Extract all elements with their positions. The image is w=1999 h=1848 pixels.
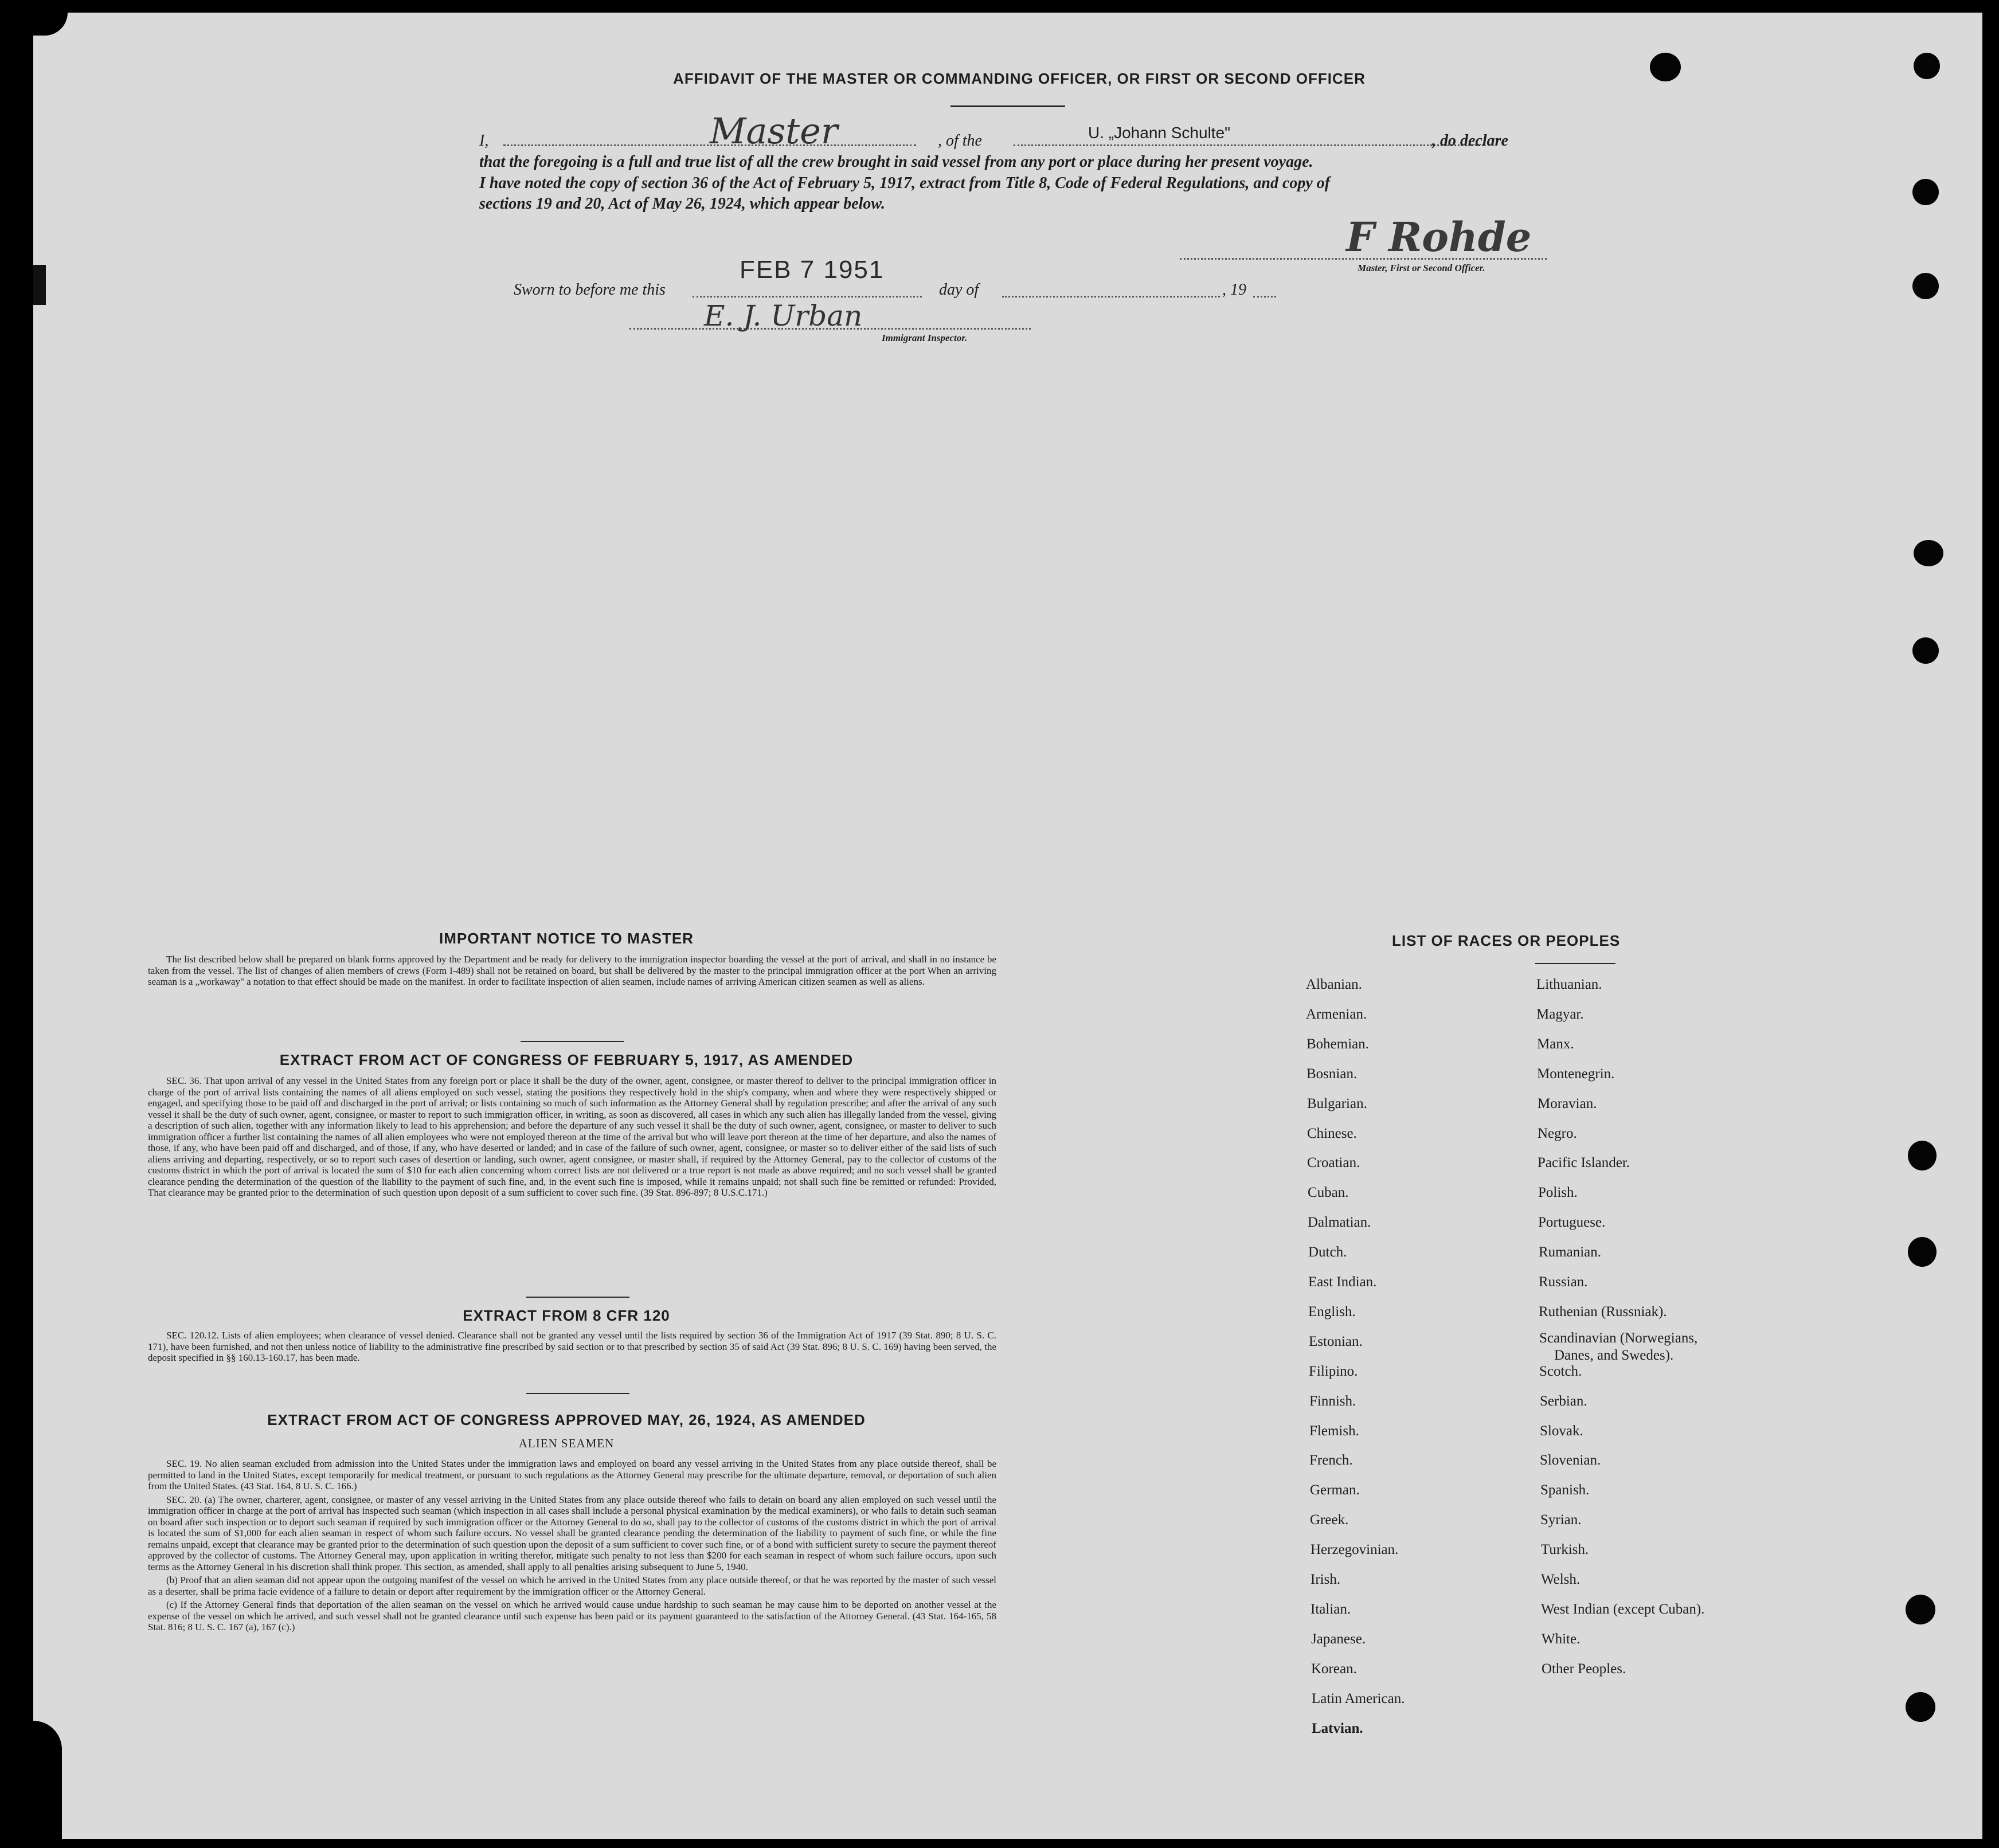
section-19-paragraph: SEC. 19. No alien seaman excluded from admission into the United States under the immigration laws and employed on board any vessel arriving in the United States from any place outside thereof, shall be permitted to land in the United States, except temporarily for medical treatment, or pursuant to such regulations as the Attorney General may prescribe for the ultimate departure, removal, or deportation of such alien from the United States. (43 Stat. 164, 8 U. S. C. 166.)	[148, 1458, 996, 1491]
race-list-item: Irish.	[1311, 1572, 1341, 1587]
race-list-item: Polish.	[1538, 1185, 1578, 1200]
punch-hole	[1914, 53, 1940, 79]
race-list-item: Cuban.	[1308, 1185, 1349, 1200]
punch-hole	[1912, 273, 1939, 299]
race-list-item: Slovenian.	[1540, 1452, 1601, 1468]
race-list-item: Portuguese.	[1538, 1215, 1606, 1230]
race-list-item: Russian.	[1539, 1274, 1588, 1290]
punch-hole	[1908, 1141, 1937, 1170]
declaration-line-2: that the foregoing is a full and true list of all the crew brought in said vessel from any port or place during her present voyage.	[479, 153, 1313, 171]
extract-1917-body	[148, 1075, 996, 1201]
do-declare-label: , do declare	[1432, 132, 1508, 150]
race-list-item: Armenian.	[1306, 1007, 1367, 1022]
race-list-item: Latin American.	[1312, 1691, 1405, 1706]
race-list-item: Greek.	[1310, 1512, 1349, 1528]
race-list-item: Pacific Islander.	[1538, 1155, 1630, 1170]
handwritten-rank: Master	[710, 110, 838, 152]
notice-paragraph: The list described below shall be prepared on blank forms approved by the Department and be ready for delivery to the immigration inspector boarding the vessel at the port of arrival, and shall in no instance be taken from the vessel. The list of changes of alien members of crews (Form I-489) shall not be retained on board, but shall be delivered by the master to the principal immigration officer at the port When an arriving seaman is a „workaway" a notation to that effect should be made on the manifest. In order to facilitate inspection of alien seamen, include names of arriving American citizen seamen as well as aliens.	[148, 954, 996, 987]
race-list-item: German.	[1310, 1482, 1360, 1498]
section-divider	[521, 1041, 624, 1042]
extract-cfr-body	[148, 1330, 996, 1366]
notice-title: IMPORTANT NOTICE TO MASTER	[439, 930, 694, 947]
vessel-line	[1014, 144, 1484, 146]
race-list-item: Flemish.	[1309, 1423, 1359, 1439]
inspector-signature: E. J. Urban	[704, 299, 863, 332]
day-of-label: day of	[939, 281, 979, 299]
race-list-item: Herzegovinian.	[1311, 1542, 1399, 1557]
title-underline	[950, 105, 1065, 107]
punch-hole	[1650, 53, 1681, 81]
alien-seamen-subtitle: ALIEN SEAMEN	[518, 1436, 615, 1450]
race-list-item: White.	[1542, 1631, 1581, 1647]
race-list-item: Spanish.	[1540, 1482, 1590, 1498]
race-list-item: Negro.	[1538, 1126, 1577, 1141]
race-list-item: Magyar.	[1536, 1007, 1584, 1022]
race-list-item: Moravian.	[1538, 1096, 1597, 1111]
of-the-label: , of the	[938, 132, 982, 150]
race-list-item: Welsh.	[1541, 1572, 1581, 1587]
section-divider	[526, 1297, 629, 1298]
race-list-item: Japanese.	[1311, 1631, 1366, 1647]
race-list-item: Turkish.	[1541, 1542, 1589, 1557]
signature-caption: Master, First or Second Officer.	[1358, 263, 1485, 273]
race-list-item: Albanian.	[1306, 977, 1362, 992]
punch-hole	[1912, 637, 1939, 664]
race-list-item: Ruthenian (Russniak).	[1539, 1304, 1667, 1320]
race-list-item: Croatian.	[1307, 1155, 1360, 1170]
race-list-item: Bohemian.	[1306, 1036, 1370, 1052]
section-20a-paragraph: SEC. 20. (a) The owner, charterer, agent, consignee, or master of any vessel arriving in the United States from any place outside thereof who fails to detain on board any alien employed on such vessel until the immigration officer in charge at the port of arrival has inspected such seaman (which inspection in all cases shall include a personal physical examination by the medical examiners), or who fails to detain such seaman on board after such inspection or to deport such seaman if required by such immigration officer or the Attorney General to do so, shall pay to the collector of customs of the customs district in which the port of arrival is located the sum of $1,000 for each alien seaman in respect of whom such failure occurs. No vessel shall be granted clearance pending the determination of the liability to payment of such fine, or while the fine remains unpaid, except that clearance may be granted prior to the determination of such question upon the deposit of a sum sufficient to cover such fine, or of a bond with sufficient surety to secure the payment thereof approved by the collector of customs. The Attorney General may, upon application in writing therefor, mitigate such penalty to not less than $200 for each seaman in respect of whom such failure occurs, upon such terms as the Attorney General in his discretion shall think proper. This section, as amended, shall apply to all penalties arising subsequent to June 5, 1940.	[148, 1494, 996, 1572]
race-list-item: Manx.	[1537, 1036, 1574, 1052]
race-list-item: Scandinavian (Norwegians,	[1539, 1330, 1698, 1346]
section-divider	[526, 1393, 629, 1394]
race-list-item: Montenegrin.	[1537, 1066, 1615, 1082]
race-list-item: Serbian.	[1540, 1393, 1587, 1409]
sworn-date-line	[693, 296, 922, 297]
vessel-name: U. „Johann Schulte"	[1088, 124, 1231, 142]
race-list-item: Chinese.	[1307, 1126, 1357, 1141]
section-20b-paragraph: (b) Proof that an alien seaman did not appear upon the outgoing manifest of the vessel on which he arrived in the United States from any place outside thereof, or that he was reported by the master of such vessel as a deserter, shall be prima facie evidence of a failure to detain or deport after requirement by the immigration officer or the Attorney General.	[148, 1575, 996, 1597]
inspector-line	[629, 328, 1031, 330]
date-stamp: FEB 7 1951	[740, 256, 885, 284]
race-list-item: Bosnian.	[1306, 1066, 1358, 1082]
punch-hole	[1906, 1692, 1935, 1722]
cfr-paragraph: SEC. 120.12. Lists of alien employees; when clearance of vessel denied. Clearance shall not be granted any vessel until the lists required by section 36 of the Immigration Act of 1917 (39 Stat. 890; 8 U. S. C. 171), have been furnished, and not then unless notice of liability to the administrative fine prescribed by said section or to that prescribed by section 35 of said Act (39 Stat. 896; 8 U. S. C. 169) having been served, the deposit specified in §§ 160.13-160.17, has been made.	[148, 1330, 996, 1363]
race-list-item: Danes, and Swedes).	[1554, 1348, 1674, 1363]
race-list-item: East Indian.	[1308, 1274, 1377, 1290]
document-page	[33, 13, 1982, 1839]
race-list-item: Syrian.	[1540, 1512, 1582, 1528]
sworn-label: Sworn to before me this	[514, 281, 666, 299]
month-line	[1002, 296, 1220, 297]
year-label: , 19	[1222, 281, 1246, 299]
race-list-item: Other Peoples.	[1542, 1661, 1626, 1677]
race-list-item: Slovak.	[1540, 1423, 1583, 1439]
race-list-item: Estonian.	[1309, 1334, 1363, 1349]
extract-1924-body	[148, 1458, 996, 1635]
extract-1924-title: EXTRACT FROM ACT OF CONGRESS APPROVED MAY, 26, 1924, AS AMENDED	[267, 1411, 866, 1428]
punch-hole	[1912, 179, 1939, 205]
section-20c-paragraph: (c) If the Attorney General finds that deportation of the alien seaman on the vessel on which he arrived would cause undue hardship to such seaman he may cause him to be deported on another vessel at the expense of the vessel on which he arrived, and such vessel shall not be granted clearance until such expense has been paid or its payment guaranteed to the satisfaction of the Attorney General. (43 Stat. 164-165, 58 Stat. 816; 8 U. S. C. 167 (a), 167 (c).)	[148, 1599, 996, 1632]
race-list-item: Rumanian.	[1539, 1244, 1602, 1260]
edge-damage	[33, 1721, 62, 1839]
extract-cfr-title: EXTRACT FROM 8 CFR 120	[463, 1307, 670, 1324]
inspector-caption: Immigrant Inspector.	[882, 332, 968, 343]
edge-damage	[33, 265, 46, 305]
race-list-item: Lithuanian.	[1536, 977, 1602, 992]
declaration-i: I,	[479, 132, 489, 150]
section-36-paragraph: SEC. 36. That upon arrival of any vessel in the United States from any foreign port or place it shall be the duty of the owner, agent, consignee, or master thereof to deliver to the principal immigration officer in charge of the port of arrival lists containing the names of all aliens employed on such vessel, stating the positions they respectively hold in the ship's company, when and where they were respectively shipped or engaged, and specifying those to be paid off and discharged in the port of arrival; or lists containing so much of such information as the Attorney General shall by regulation prescribe; and after the arrival of any such vessel it shall be the duty of such owner, agent, consignee, or master to report to such immigration officer, in writing, as soon as discovered, all cases in which any such alien has illegally landed from the vessel, giving a description of such alien, together with any information likely to lead to his apprehension; and before the departure of any such vessel it shall be the duty of such owner, agent, consignee, or master to deliver to such immigration officer a further list containing the names of all alien employees who were not employed thereon at the time of the arrival but who will leave port thereon at the time of her departure, and also the names of those, if any, who have been paid off and discharged, and of those, if any, who have deserted or landed; and in case of the failure of such owner, agent, consignee, or master so to deliver either of the said lists of such aliens arriving and departing, respectively, or so to report such cases of desertion or landing, such owner, agent consignee, or master shall, if required by the Attorney General, pay to the collector of customs of the customs district in which the port of arrival is located the sum of $10 for each alien concerning whom correct lists are not delivered or a true report is not made as above required; and no such vessel shall be granted clearance pending the determination of the question of the liability to the payment of such fine, and, in the event such fine is imposed, while it remains unpaid; not shall such fine be remitted or refunded: Provided, That clearance may be granted prior to the determination of such question upon deposit of a sum sufficient to cover such fine. (39 Stat. 896-897; 8 U.S.C.171.)	[148, 1075, 996, 1198]
race-list-item: West Indian (except Cuban).	[1541, 1602, 1705, 1617]
race-list-item: Latvian.	[1312, 1721, 1363, 1736]
notice-body	[148, 954, 996, 990]
declaration-line-4: sections 19 and 20, Act of May 26, 1924, which appear below.	[479, 195, 886, 213]
race-list-item: English.	[1308, 1304, 1356, 1320]
race-list-item: Filipino.	[1309, 1364, 1358, 1379]
races-title-underline	[1535, 963, 1615, 964]
race-list-item: Bulgarian.	[1307, 1096, 1367, 1111]
punch-hole	[1908, 1237, 1937, 1267]
edge-damage	[33, 13, 68, 36]
affidavit-title: AFFIDAVIT OF THE MASTER OR COMMANDING OFFICER, OR FIRST OR SECOND OFFICER	[673, 70, 1366, 87]
races-title: LIST OF RACES OR PEOPLES	[1392, 932, 1621, 949]
year-line	[1253, 296, 1276, 297]
race-list-item: French.	[1309, 1452, 1353, 1468]
signature-line	[1180, 258, 1547, 260]
extract-1917-title: EXTRACT FROM ACT OF CONGRESS OF FEBRUARY 5, 1917, AS AMENDED	[279, 1051, 854, 1068]
race-list-item: Scotch.	[1539, 1364, 1582, 1379]
punch-hole	[1914, 540, 1943, 566]
declaration-line-3: I have noted the copy of section 36 of the Act of February 5, 1917, extract from Title 8, Code of Federal Regulations, and copy of	[479, 174, 1331, 192]
race-list-item: Dalmatian.	[1308, 1215, 1371, 1230]
race-list-item: Korean.	[1311, 1661, 1357, 1677]
race-list-item: Finnish.	[1309, 1393, 1356, 1409]
race-list-item: Dutch.	[1308, 1244, 1347, 1260]
race-list-item: Italian.	[1311, 1602, 1351, 1617]
master-signature: F Rohde	[1346, 213, 1532, 261]
punch-hole	[1906, 1595, 1935, 1624]
